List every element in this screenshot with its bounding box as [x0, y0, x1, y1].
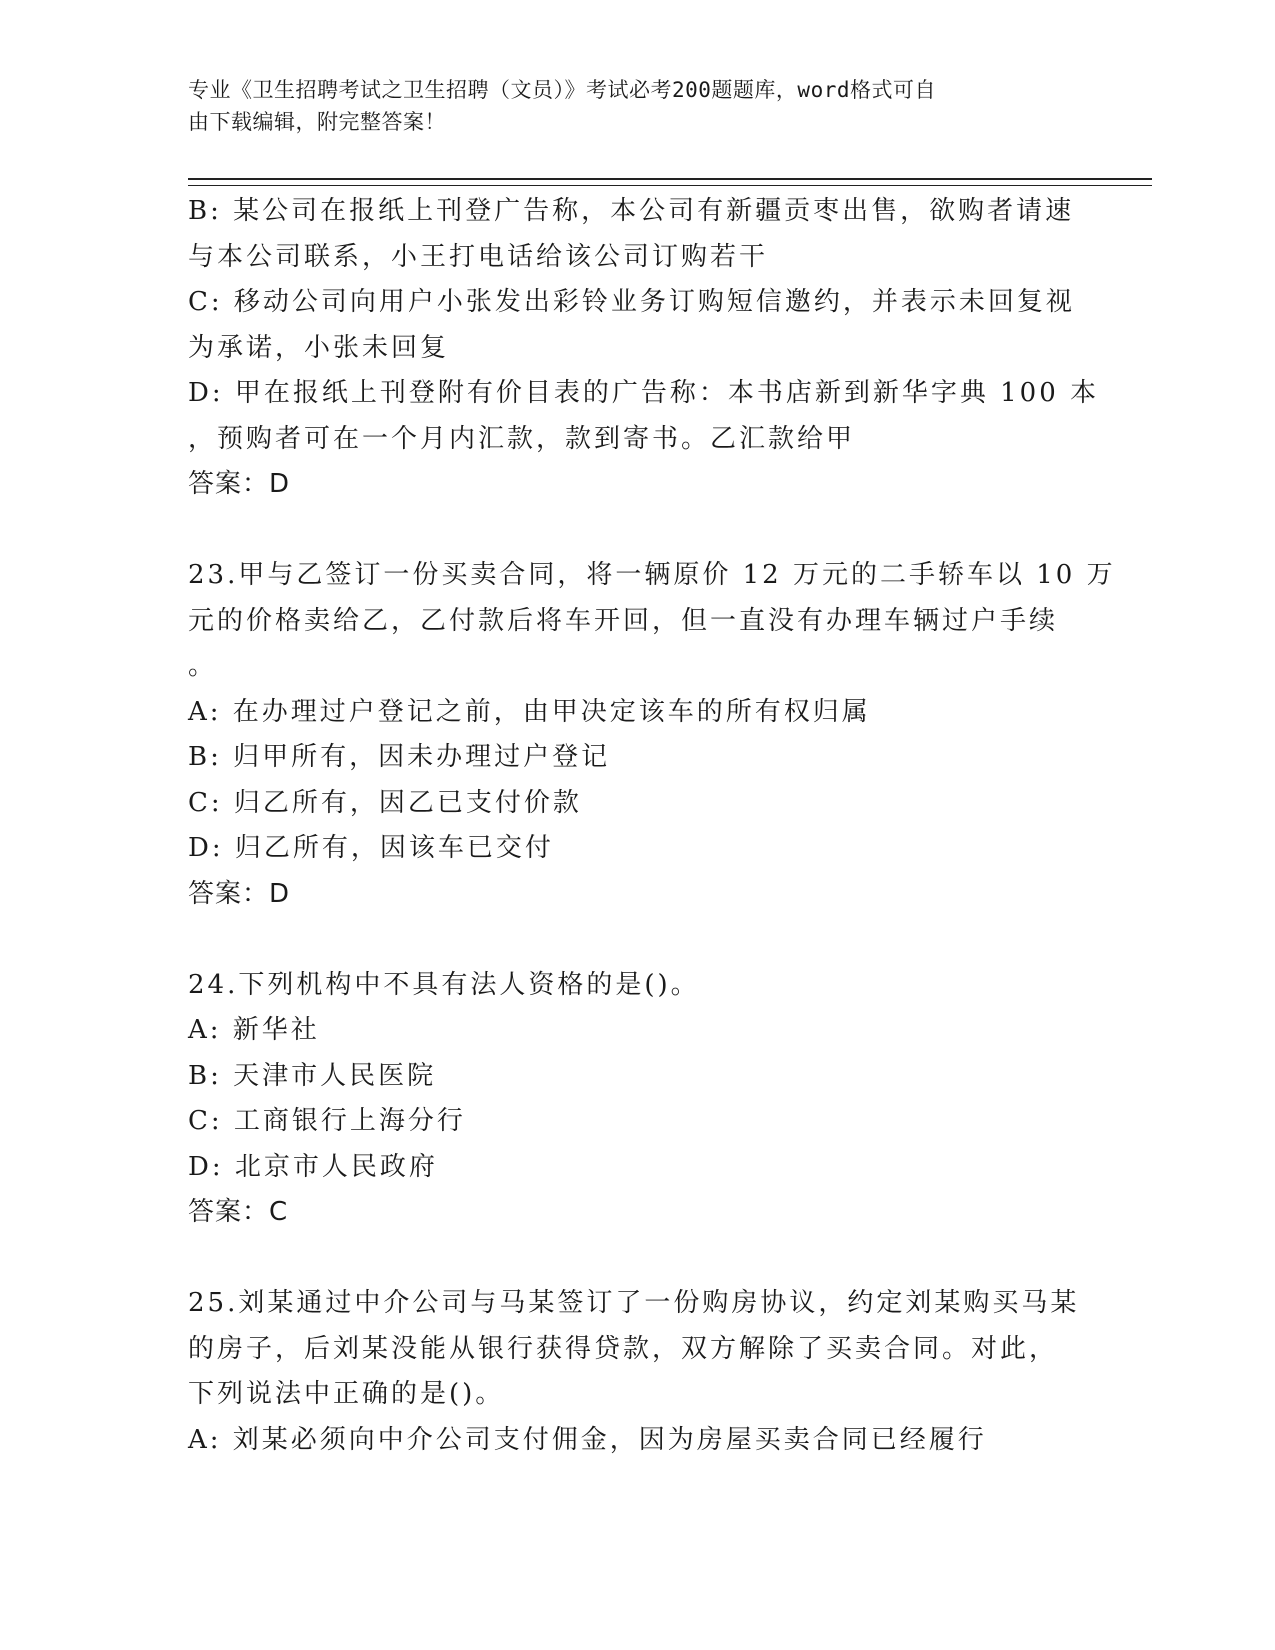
q22-option-c-line-1: C: 移动公司向用户小张发出彩铃业务订购短信邀约，并表示未回复视: [188, 287, 1075, 317]
document-body: [188, 189, 1116, 1463]
q22-answer: 答案：D: [188, 469, 291, 499]
q23-stem-line-3: 。: [188, 651, 218, 681]
q23-option-d: D: 归乙所有，因该车已交付: [188, 833, 554, 863]
q22-option-d-line-2: ，预购者可在一个月内汇款，款到寄书。乙汇款给甲: [188, 423, 856, 454]
spacer: [188, 1236, 1078, 1282]
q25-stem-line-1: 25.刘某通过中介公司与马某签订了一份购房协议，约定刘某购买马某: [188, 1288, 1080, 1318]
q23-stem-line-1: 23.甲与乙签订一份买卖合同，将一辆原价 12 万元的二手轿车以 10 万: [188, 560, 1116, 590]
spacer: [188, 917, 1078, 963]
q22-option-b-line-2: 与本公司联系，小王打电话给该公司订购若干: [188, 241, 769, 272]
q25-stem-line-3: 下列说法中正确的是()。: [188, 1379, 505, 1409]
q23-option-b: B: 归甲所有，因未办理过户登记: [188, 742, 611, 772]
q24-option-d: D: 北京市人民政府: [188, 1151, 438, 1182]
q25-option-a: A: 刘某必须向中介公司支付佣金，因为房屋买卖合同已经履行: [188, 1424, 987, 1455]
q24-option-c: C: 工商银行上海分行: [188, 1106, 466, 1136]
q24-option-b: B: 天津市人民医院: [188, 1060, 437, 1091]
question-25: [188, 1281, 1078, 1463]
header-divider: [188, 178, 1152, 186]
q23-stem-line-2: 元的价格卖给乙，乙付款后将车开回，但一直没有办理车辆过户手续: [188, 605, 1059, 636]
q24-stem-line-1: 24.下列机构中不具有法人资格的是()。: [188, 969, 700, 1000]
q22-option-d-line-1: D: 甲在报纸上刊登附有价目表的广告称：本书店新到新华字典 100 本: [188, 378, 1100, 408]
q22-option-b-line-1: B: 某公司在报纸上刊登广告称，本公司有新疆贡枣出售，欲购者请速: [188, 196, 1075, 226]
q24-option-a: A: 新华社: [188, 1015, 320, 1045]
q22-option-c-line-2: 为承诺，小张未回复: [188, 332, 450, 363]
question-22: [188, 189, 1100, 508]
q24-answer: 答案：C: [188, 1197, 289, 1227]
page-header: [188, 74, 1068, 138]
q23-answer: 答案：D: [188, 878, 291, 909]
header-line-2: 由下载编辑，附完整答案！: [188, 110, 446, 134]
question-24: [188, 963, 1078, 1236]
q25-stem-line-2: 的房子，后刘某没能从银行获得贷款，双方解除了买卖合同。对此，: [188, 1333, 1059, 1364]
header-line-1: 专业《卫生招聘考试之卫生招聘（文员）》考试必考200题题库，word格式可自: [188, 78, 936, 102]
question-23: [188, 553, 1116, 917]
q23-option-c: C: 归乙所有，因乙已支付价款: [188, 787, 582, 818]
spacer: [188, 508, 1078, 554]
q23-option-a: A: 在办理过户登记之前，由甲决定该车的所有权归属: [188, 696, 871, 727]
